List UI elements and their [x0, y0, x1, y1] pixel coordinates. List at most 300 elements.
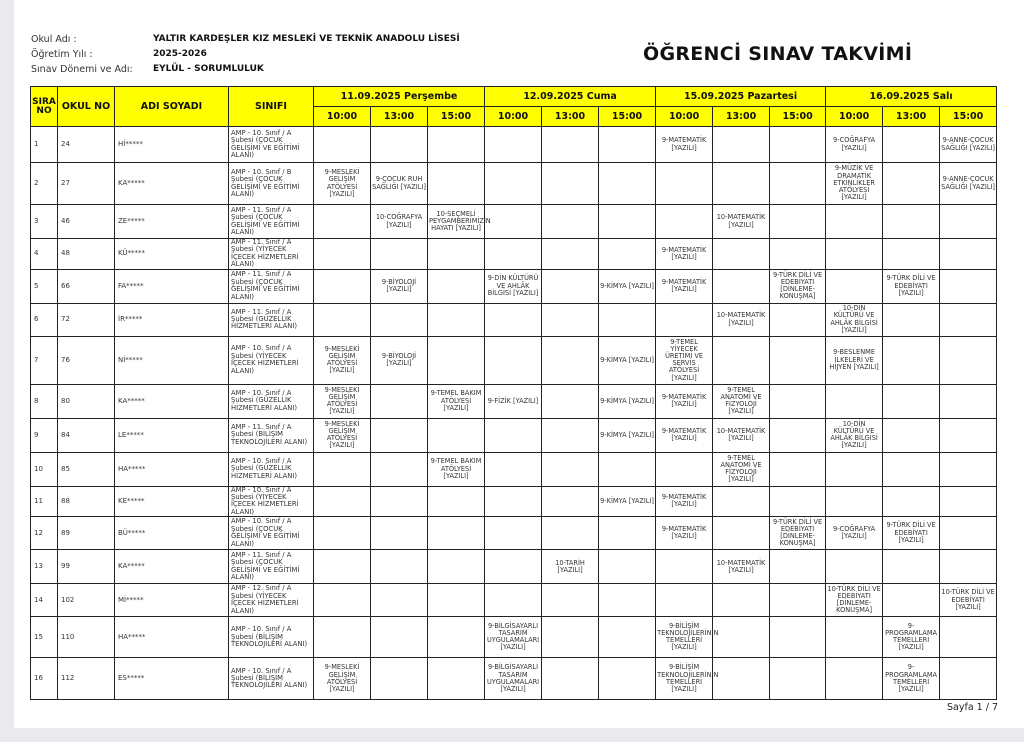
empty-exam-cell: [428, 269, 485, 303]
empty-exam-cell: [599, 127, 656, 163]
exam-cell: 9-MESLEKİ GELİŞİM ATÖLYESİ [YAZILI]: [314, 336, 371, 384]
empty-exam-cell: [542, 303, 599, 336]
header-time: 15:00: [770, 107, 826, 127]
okul-no-cell: 76: [58, 336, 115, 384]
empty-exam-cell: [314, 205, 371, 239]
okul-no-cell: 89: [58, 517, 115, 550]
empty-exam-cell: [940, 384, 997, 418]
empty-exam-cell: [542, 269, 599, 303]
empty-exam-cell: [542, 336, 599, 384]
empty-exam-cell: [713, 617, 770, 658]
exam-cell: 9-DİN KÜLTÜRÜ VE AHLÂK BİLGİSİ [YAZILI]: [485, 269, 542, 303]
empty-exam-cell: [770, 205, 826, 239]
empty-exam-cell: [713, 269, 770, 303]
empty-exam-cell: [371, 127, 428, 163]
exam-cell: 10-DİN KÜLTÜRÜ VE AHLÂK BİLGİSİ [YAZILI]: [826, 303, 883, 336]
document-info: [31, 32, 460, 77]
sira-cell: 1: [31, 127, 58, 163]
year-row: [31, 47, 460, 62]
class-cell: AMP - 12. Sınıf / A Şubesi (YİYECEK İÇECEK HİZMETLERİ ALANI): [229, 584, 314, 617]
okul-no-cell: 24: [58, 127, 115, 163]
sira-cell: 13: [31, 550, 58, 584]
exam-cell: 9-TEMEL ANATOMİ VE FİZYOLOJİ [YAZILI]: [713, 384, 770, 418]
empty-exam-cell: [656, 584, 713, 617]
sira-cell: 8: [31, 384, 58, 418]
empty-exam-cell: [542, 205, 599, 239]
empty-exam-cell: [826, 658, 883, 700]
empty-exam-cell: [713, 239, 770, 270]
okul-no-cell: 48: [58, 239, 115, 270]
empty-exam-cell: [940, 517, 997, 550]
empty-exam-cell: [485, 486, 542, 517]
empty-exam-cell: [371, 303, 428, 336]
sira-cell: 12: [31, 517, 58, 550]
table-row: [31, 517, 997, 550]
name-cell: KA*****: [115, 550, 229, 584]
empty-exam-cell: [314, 239, 371, 270]
empty-exam-cell: [656, 205, 713, 239]
empty-exam-cell: [883, 584, 940, 617]
header-time: 10:00: [826, 107, 883, 127]
class-cell: AMP - 10. Sınıf / A Şubesi (BİLİŞİM TEKNOLOJİLERİ ALANI): [229, 658, 314, 700]
exam-cell: 9-KİMYA [YAZILI]: [599, 269, 656, 303]
empty-exam-cell: [485, 418, 542, 452]
empty-exam-cell: [485, 517, 542, 550]
name-cell: KE*****: [115, 486, 229, 517]
empty-exam-cell: [485, 127, 542, 163]
empty-exam-cell: [371, 584, 428, 617]
class-cell: AMP - 11. Sınıf / A Şubesi (GÜZELLİK HİZMETLERİ ALANI): [229, 303, 314, 336]
class-cell: AMP - 11. Sınıf / A Şubesi (BİLİŞİM TEKNOLOJİLERİ ALANI): [229, 418, 314, 452]
table-row: [31, 658, 997, 700]
empty-exam-cell: [428, 336, 485, 384]
exam-cell: 9-TEMEL BAKIM ATÖLYESİ [YAZILI]: [428, 384, 485, 418]
empty-exam-cell: [883, 336, 940, 384]
empty-exam-cell: [542, 418, 599, 452]
empty-exam-cell: [826, 205, 883, 239]
period-label: Sınav Dönemi ve Adı:: [31, 64, 133, 75]
name-cell: Hİ*****: [115, 127, 229, 163]
sira-cell: 16: [31, 658, 58, 700]
viewer-left-margin: [0, 0, 14, 742]
header-time: 13:00: [713, 107, 770, 127]
header-class: SINIFI: [229, 87, 314, 127]
empty-exam-cell: [542, 486, 599, 517]
class-cell: AMP - 11. Sınıf / A Şubesi (YİYECEK İÇECEK HİZMETLERİ ALANI): [229, 239, 314, 270]
header-time: 15:00: [428, 107, 485, 127]
empty-exam-cell: [883, 550, 940, 584]
empty-exam-cell: [371, 550, 428, 584]
empty-exam-cell: [599, 205, 656, 239]
exam-cell: 9-PROGRAMLAMA TEMELLERİ [YAZILI]: [883, 617, 940, 658]
exam-cell: 9-MÜZİK VE DRAMATİK ETKİNLİKLER ATÖLYESİ [YAZILI]: [826, 163, 883, 205]
exam-cell: 10-SEÇMELİ PEYGAMBERİMİZİN HAYATI [YAZILI]: [428, 205, 485, 239]
okul-no-cell: 46: [58, 205, 115, 239]
exam-cell: 9-MATEMATİK [YAZILI]: [656, 127, 713, 163]
empty-exam-cell: [770, 584, 826, 617]
exam-cell: 9-BİYOLOJİ [YAZILI]: [371, 269, 428, 303]
name-cell: BÜ*****: [115, 517, 229, 550]
empty-exam-cell: [770, 486, 826, 517]
empty-exam-cell: [428, 517, 485, 550]
empty-exam-cell: [826, 617, 883, 658]
class-cell: AMP - 10. Sınıf / A Şubesi (GÜZELLİK HİZMETLERİ ALANI): [229, 384, 314, 418]
exam-cell: 9-COĞRAFYA [YAZILI]: [826, 127, 883, 163]
empty-exam-cell: [826, 486, 883, 517]
header-okul-no: OKUL NO: [58, 87, 115, 127]
empty-exam-cell: [940, 418, 997, 452]
exam-cell: 9-BİYOLOJİ [YAZILI]: [371, 336, 428, 384]
header-time: 10:00: [656, 107, 713, 127]
exam-cell: 9-FİZİK [YAZILI]: [485, 384, 542, 418]
table-row: [31, 303, 997, 336]
empty-exam-cell: [713, 486, 770, 517]
empty-exam-cell: [599, 584, 656, 617]
name-cell: KA*****: [115, 384, 229, 418]
empty-exam-cell: [428, 303, 485, 336]
exam-cell: 10-TARİH [YAZILI]: [542, 550, 599, 584]
name-cell: LE*****: [115, 418, 229, 452]
empty-exam-cell: [542, 452, 599, 486]
exam-cell: 9-ANNE-ÇOCUK SAĞLIĞI [YAZILI]: [940, 163, 997, 205]
exam-cell: 9-MESLEKİ GELİŞİM ATÖLYESİ [YAZILI]: [314, 658, 371, 700]
okul-no-cell: 80: [58, 384, 115, 418]
okul-no-cell: 99: [58, 550, 115, 584]
exam-cell: 10-MATEMATİK [YAZILI]: [713, 418, 770, 452]
sira-cell: 9: [31, 418, 58, 452]
empty-exam-cell: [656, 550, 713, 584]
exam-cell: 9-BİLİŞİM TEKNOLOJİLERİNİN TEMELLERİ [YAZILI]: [656, 658, 713, 700]
period-row: [31, 62, 460, 77]
empty-exam-cell: [542, 584, 599, 617]
class-cell: AMP - 10. Sınıf / A Şubesi (ÇOCUK GELİŞİMİ VE EĞİTİMİ ALANI): [229, 517, 314, 550]
okul-no-cell: 112: [58, 658, 115, 700]
table-row: [31, 452, 997, 486]
empty-exam-cell: [599, 163, 656, 205]
exam-cell: 9-MATEMATİK [YAZILI]: [656, 384, 713, 418]
empty-exam-cell: [770, 418, 826, 452]
exam-cell: 9-ÇOCUK RUH SAĞLIĞI [YAZILI]: [371, 163, 428, 205]
exam-cell: 10-MATEMATİK [YAZILI]: [713, 303, 770, 336]
empty-exam-cell: [883, 205, 940, 239]
year-value: 2025-2026: [153, 49, 207, 59]
school-value: YALTIR KARDEŞLER KIZ MESLEKİ VE TEKNİK ANADOLU LİSESİ: [153, 34, 460, 44]
header-time: 10:00: [314, 107, 371, 127]
exam-cell: 10-TÜRK DİLİ VE EDEBİYATI [DİNLEME-KONUŞMA]: [826, 584, 883, 617]
exam-cell: 9-TÜRK DİLİ VE EDEBİYATI [DİNLEME-KONUŞMA]: [770, 269, 826, 303]
table-row: [31, 205, 997, 239]
okul-no-cell: 85: [58, 452, 115, 486]
empty-exam-cell: [883, 239, 940, 270]
table-row: [31, 163, 997, 205]
header-sira-no: SIRA NO: [31, 87, 58, 127]
class-cell: AMP - 11. Sınıf / A Şubesi (ÇOCUK GELİŞİMİ VE EĞİTİMİ ALANI): [229, 269, 314, 303]
empty-exam-cell: [713, 584, 770, 617]
header-time: 13:00: [542, 107, 599, 127]
empty-exam-cell: [428, 486, 485, 517]
empty-exam-cell: [883, 486, 940, 517]
empty-exam-cell: [371, 384, 428, 418]
empty-exam-cell: [485, 303, 542, 336]
header-time: 13:00: [371, 107, 428, 127]
exam-cell: 9-TÜRK DİLİ VE EDEBİYATI [YAZILI]: [883, 517, 940, 550]
exam-cell: 9-TEMEL ANATOMİ VE FİZYOLOJİ [YAZILI]: [713, 452, 770, 486]
empty-exam-cell: [485, 452, 542, 486]
okul-no-cell: 27: [58, 163, 115, 205]
empty-exam-cell: [940, 239, 997, 270]
class-cell: AMP - 10. Sınıf / A Şubesi (YİYECEK İÇECEK HİZMETLERİ ALANI): [229, 486, 314, 517]
exam-cell: 9-KİMYA [YAZILI]: [599, 486, 656, 517]
class-cell: AMP - 10. Sınıf / A Şubesi (BİLİŞİM TEKNOLOJİLERİ ALANI): [229, 617, 314, 658]
header-time: 15:00: [940, 107, 997, 127]
empty-exam-cell: [428, 584, 485, 617]
empty-exam-cell: [656, 303, 713, 336]
table-row: [31, 584, 997, 617]
empty-exam-cell: [883, 384, 940, 418]
empty-exam-cell: [940, 303, 997, 336]
empty-exam-cell: [770, 384, 826, 418]
empty-exam-cell: [599, 303, 656, 336]
empty-exam-cell: [428, 617, 485, 658]
empty-exam-cell: [314, 452, 371, 486]
name-cell: KA*****: [115, 163, 229, 205]
exam-cell: 9-MATEMATİK [YAZILI]: [656, 486, 713, 517]
empty-exam-cell: [428, 239, 485, 270]
class-cell: AMP - 10. Sınıf / A Şubesi (YİYECEK İÇECEK HİZMETLERİ ALANI): [229, 336, 314, 384]
class-cell: AMP - 10. Sınıf / A Şubesi (GÜZELLİK HİZMETLERİ ALANI): [229, 452, 314, 486]
table-row: [31, 239, 997, 270]
header-day-2: 12.09.2025 Cuma: [485, 87, 656, 107]
name-cell: ZE*****: [115, 205, 229, 239]
okul-no-cell: 102: [58, 584, 115, 617]
sira-cell: 7: [31, 336, 58, 384]
sira-cell: 15: [31, 617, 58, 658]
empty-exam-cell: [371, 517, 428, 550]
empty-exam-cell: [428, 127, 485, 163]
exam-cell: 10-MATEMATİK [YAZILI]: [713, 205, 770, 239]
table-row: [31, 127, 997, 163]
empty-exam-cell: [542, 517, 599, 550]
page-title: ÖĞRENCİ SINAV TAKVİMİ: [643, 43, 913, 65]
exam-cell: 10-COĞRAFYA [YAZILI]: [371, 205, 428, 239]
exam-cell: 9-MATEMATİK [YAZILI]: [656, 517, 713, 550]
empty-exam-cell: [485, 239, 542, 270]
school-row: [31, 32, 460, 47]
page-number: Sayfa 1 / 7: [947, 702, 998, 713]
empty-exam-cell: [940, 452, 997, 486]
empty-exam-cell: [656, 163, 713, 205]
okul-no-cell: 66: [58, 269, 115, 303]
exam-cell: 9-KİMYA [YAZILI]: [599, 384, 656, 418]
empty-exam-cell: [770, 239, 826, 270]
sira-cell: 11: [31, 486, 58, 517]
okul-no-cell: 72: [58, 303, 115, 336]
empty-exam-cell: [485, 584, 542, 617]
empty-exam-cell: [371, 486, 428, 517]
header-name: ADI SOYADI: [115, 87, 229, 127]
table-row: [31, 550, 997, 584]
empty-exam-cell: [770, 303, 826, 336]
empty-exam-cell: [542, 239, 599, 270]
empty-exam-cell: [599, 617, 656, 658]
empty-exam-cell: [883, 163, 940, 205]
empty-exam-cell: [428, 550, 485, 584]
name-cell: HA*****: [115, 452, 229, 486]
empty-exam-cell: [371, 452, 428, 486]
empty-exam-cell: [542, 658, 599, 700]
exam-cell: 10-DİN KÜLTÜRÜ VE AHLÂK BİLGİSİ [YAZILI]: [826, 418, 883, 452]
exam-cell: 9-TÜRK DİLİ VE EDEBİYATI [YAZILI]: [883, 269, 940, 303]
exam-cell: 9-KİMYA [YAZILI]: [599, 418, 656, 452]
empty-exam-cell: [599, 517, 656, 550]
name-cell: Nİ*****: [115, 336, 229, 384]
empty-exam-cell: [656, 452, 713, 486]
empty-exam-cell: [314, 517, 371, 550]
exam-cell: 9-TEMEL YİYECEK ÜRETİMİ VE SERVİS ATÖLYESİ [YAZILI]: [656, 336, 713, 384]
empty-exam-cell: [713, 127, 770, 163]
empty-exam-cell: [940, 550, 997, 584]
header-time: 15:00: [599, 107, 656, 127]
empty-exam-cell: [770, 658, 826, 700]
empty-exam-cell: [542, 617, 599, 658]
empty-exam-cell: [371, 239, 428, 270]
empty-exam-cell: [314, 303, 371, 336]
empty-exam-cell: [314, 127, 371, 163]
empty-exam-cell: [826, 452, 883, 486]
empty-exam-cell: [314, 584, 371, 617]
exam-schedule-table: [30, 86, 997, 700]
exam-cell: 10-MATEMATİK [YAZILI]: [713, 550, 770, 584]
empty-exam-cell: [770, 617, 826, 658]
empty-exam-cell: [428, 163, 485, 205]
name-cell: KÜ*****: [115, 239, 229, 270]
empty-exam-cell: [314, 550, 371, 584]
name-cell: Mİ*****: [115, 584, 229, 617]
empty-exam-cell: [940, 658, 997, 700]
class-cell: AMP - 10. Sınıf / A Şubesi (ÇOCUK GELİŞİMİ VE EĞİTİMİ ALANI): [229, 127, 314, 163]
empty-exam-cell: [883, 452, 940, 486]
exam-cell: 9-MATEMATİK [YAZILI]: [656, 269, 713, 303]
empty-exam-cell: [485, 163, 542, 205]
exam-cell: 9-TÜRK DİLİ VE EDEBİYATI [DİNLEME-KONUŞMA]: [770, 517, 826, 550]
empty-exam-cell: [314, 486, 371, 517]
empty-exam-cell: [713, 658, 770, 700]
empty-exam-cell: [599, 550, 656, 584]
empty-exam-cell: [428, 418, 485, 452]
empty-exam-cell: [713, 163, 770, 205]
empty-exam-cell: [599, 452, 656, 486]
empty-exam-cell: [770, 163, 826, 205]
period-value: EYLÜL - SORUMLULUK: [153, 64, 264, 74]
exam-cell: 9-TEMEL BAKIM ATÖLYESİ [YAZILI]: [428, 452, 485, 486]
empty-exam-cell: [940, 269, 997, 303]
name-cell: İR*****: [115, 303, 229, 336]
empty-exam-cell: [826, 550, 883, 584]
empty-exam-cell: [940, 486, 997, 517]
exam-cell: 9-BİLGİSAYARLI TASARIM UYGULAMALARI [YAZILI]: [485, 658, 542, 700]
table-row: [31, 418, 997, 452]
empty-exam-cell: [314, 269, 371, 303]
empty-exam-cell: [826, 239, 883, 270]
empty-exam-cell: [826, 384, 883, 418]
exam-cell: 9-COĞRAFYA [YAZILI]: [826, 517, 883, 550]
header-day-3: 15.09.2025 Pazartesi: [656, 87, 826, 107]
empty-exam-cell: [542, 384, 599, 418]
name-cell: FA*****: [115, 269, 229, 303]
empty-exam-cell: [542, 127, 599, 163]
exam-cell: 10-TÜRK DİLİ VE EDEBİYATI [YAZILI]: [940, 584, 997, 617]
empty-exam-cell: [940, 205, 997, 239]
sira-cell: 5: [31, 269, 58, 303]
exam-cell: 9-BİLİŞİM TEKNOLOJİLERİNİN TEMELLERİ [YAZILI]: [656, 617, 713, 658]
empty-exam-cell: [940, 617, 997, 658]
empty-exam-cell: [599, 658, 656, 700]
year-label: Öğretim Yılı :: [31, 49, 93, 60]
exam-cell: 9-MATEMATİK [YAZILI]: [656, 239, 713, 270]
empty-exam-cell: [485, 336, 542, 384]
empty-exam-cell: [883, 303, 940, 336]
table-row: [31, 336, 997, 384]
empty-exam-cell: [770, 336, 826, 384]
header-day-4: 16.09.2025 Salı: [826, 87, 997, 107]
exam-cell: 9-BİLGİSAYARLI TASARIM UYGULAMALARI [YAZILI]: [485, 617, 542, 658]
empty-exam-cell: [883, 418, 940, 452]
empty-exam-cell: [371, 418, 428, 452]
sira-cell: 14: [31, 584, 58, 617]
header-time: 13:00: [883, 107, 940, 127]
okul-no-cell: 84: [58, 418, 115, 452]
name-cell: HA*****: [115, 617, 229, 658]
sira-cell: 10: [31, 452, 58, 486]
okul-no-cell: 110: [58, 617, 115, 658]
header-time: 10:00: [485, 107, 542, 127]
empty-exam-cell: [371, 617, 428, 658]
empty-exam-cell: [883, 127, 940, 163]
exam-cell: 9-KİMYA [YAZILI]: [599, 336, 656, 384]
table-row: [31, 384, 997, 418]
empty-exam-cell: [485, 550, 542, 584]
empty-exam-cell: [770, 452, 826, 486]
sira-cell: 2: [31, 163, 58, 205]
empty-exam-cell: [713, 336, 770, 384]
empty-exam-cell: [428, 658, 485, 700]
exam-cell: 9-BESLENME İLKELERİ VE HİJYEN [YAZILI]: [826, 336, 883, 384]
table-row: [31, 617, 997, 658]
empty-exam-cell: [485, 205, 542, 239]
exam-cell: 9-MESLEKİ GELİŞİM ATÖLYESİ [YAZILI]: [314, 384, 371, 418]
exam-cell: 9-ANNE-ÇOCUK SAĞLIĞI [YAZILI]: [940, 127, 997, 163]
sira-cell: 6: [31, 303, 58, 336]
empty-exam-cell: [542, 163, 599, 205]
okul-no-cell: 88: [58, 486, 115, 517]
empty-exam-cell: [713, 517, 770, 550]
exam-cell: 9-MATEMATİK [YAZILI]: [656, 418, 713, 452]
school-label: Okul Adı :: [31, 34, 77, 45]
empty-exam-cell: [314, 617, 371, 658]
empty-exam-cell: [826, 269, 883, 303]
empty-exam-cell: [599, 239, 656, 270]
empty-exam-cell: [371, 658, 428, 700]
table-row: [31, 269, 997, 303]
exam-cell: 9-MESLEKİ GELİŞİM ATÖLYESİ [YAZILI]: [314, 418, 371, 452]
sira-cell: 3: [31, 205, 58, 239]
empty-exam-cell: [940, 336, 997, 384]
exam-cell: 9-PROGRAMLAMA TEMELLERİ [YAZILI]: [883, 658, 940, 700]
empty-exam-cell: [770, 127, 826, 163]
sira-cell: 4: [31, 239, 58, 270]
viewer-bottom-margin: [0, 728, 1024, 742]
class-cell: AMP - 11. Sınıf / A Şubesi (ÇOCUK GELİŞİMİ VE EĞİTİMİ ALANI): [229, 550, 314, 584]
